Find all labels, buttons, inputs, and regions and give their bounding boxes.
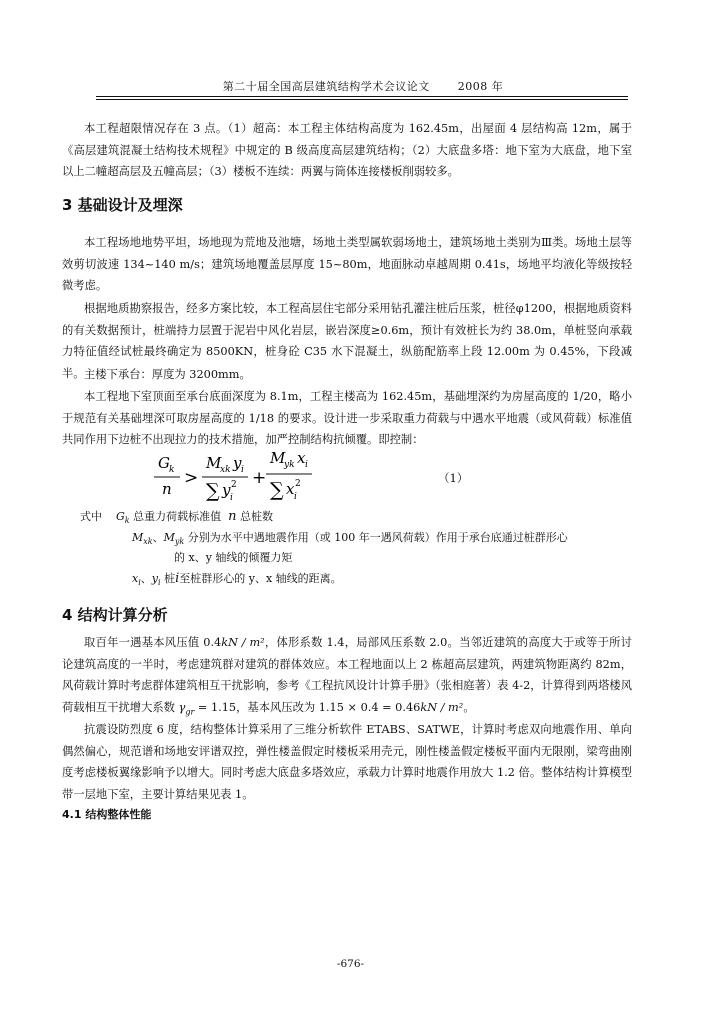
subsection-4-1-heading: 4.1 结构整体性能	[62, 808, 152, 821]
wind-text-d: 。	[463, 700, 475, 714]
section-4-paragraph-2: 抗震设防烈度 6 度，结构整体计算采用了三维分析软件 ETABS、SATWE，计算时考虑双向地震作用、单向偶然偏心，规范谱和场地安评谱双控，弹性楼盖假定时楼板采用壳元，刚性楼盖假定楼板平面内无限刚，梁弯曲刚度考虑楼板翼缘影响予以增大。同时考虑大底盘多塔效应，承载力计算时地震作用放大 1.2 倍。整体结构计算模型带一层地下室，主要计算结果见表 1。	[62, 723, 632, 801]
svg-text:y: y	[233, 454, 242, 472]
header-year: 2008 年	[457, 80, 504, 93]
moment-definition-cont: 的 x、y 轴线的倾覆力矩	[174, 551, 293, 564]
svg-text:y: y	[222, 481, 231, 499]
definition-moments: $M_{xk}$、$M_{yk}$ 分别为水平中遇地震作用（或 100 年一遇风荷载）作用于承台底通过桩群形心	[132, 531, 568, 547]
wind-text-a: 取百年一遇基本风压值 0.4	[84, 636, 222, 649]
header-rule	[96, 96, 628, 97]
svg-text:yk: yk	[284, 460, 295, 470]
section-4-paragraph-1: 取百年一遇基本风压值 0.4kN / m²，体形系数 1.4，局部风压系数 2.0。当邻近建筑的高度大于或等于所讨论建筑高度的一半时，考虑建筑群对建筑的群体效应。本工程地面以上 2 栋超高层建筑，两建筑物距离约 82m，风荷载计算时考虑群体建筑相互干扰影响，参考《工程抗风设计计算手册》（张相庭著）表 4-2，计算得到两塔楼风荷载相互干扰增大系数 $\gamma_{gr} = 1.15$，基本风压改为 1.15 × 0.4 = 0.46kN / m²。	[62, 636, 632, 716]
svg-text:2: 2	[231, 480, 237, 490]
wind-text-c: = 1.15，基本风压改为 1.15 × 0.4 = 0.46	[197, 700, 421, 714]
svg-text:M: M	[206, 454, 222, 472]
svg-text:i: i	[230, 493, 233, 503]
svg-text:x: x	[286, 480, 295, 498]
distance-definition: 桩	[164, 572, 176, 585]
unit-2: kN / m²	[420, 700, 464, 714]
gk-definition: 总重力荷载标准值	[133, 510, 222, 523]
intro-paragraph: 本工程超限情况存在 3 点。（1）超高：本工程主体结构高度为 162.45m，出屋面 4 层结构高 12m，属于《高层建筑混凝土结构技术规程》中规定的 B 级高度高层建筑结构；（2）大底盘多塔：地下室为大底盘，地下室以上二幢超高层及五幢高层；（3）楼板不连续：两翼与筒体连接楼板削弱较多。	[62, 122, 632, 178]
wind-text-b: ，体形系数 1.4，局部风压系数 2.0。当邻近建筑的高度大于或等于所讨论建筑高度的一半时，考虑建筑群对建筑的群体效应。本工程地面以上 2 栋超高层建筑，两建筑物距离约 82m，风荷载计算时考虑群体建筑相互干扰影响，参考《工程抗风设计计算手册》（张相庭著）表 4-2，计算得到两塔楼风荷载相互干扰增大系数	[62, 636, 632, 714]
definition-prefix: 式中	[80, 510, 102, 523]
unit: kN / m²	[221, 636, 265, 649]
svg-text:i: i	[294, 492, 297, 502]
running-header	[98, 78, 628, 96]
section-3-paragraph-1: 本工程场地地势平坦，场地现为荒地及池塘，场地土类型属软弱场地土，建筑场地土类别为Ⅲ类。场地土层等效剪切波速 134~140 m/s；建筑场地覆盖层厚度 15~80m，地面脉动卓越周期 0.41s，场地平均液化等级按轻微考虑。	[62, 236, 632, 292]
svg-text:x: x	[297, 449, 306, 467]
svg-text:2: 2	[295, 479, 301, 489]
svg-text:+: +	[252, 468, 267, 488]
section-4-heading: 4 结构计算分析	[62, 606, 168, 624]
svg-text:∑: ∑	[270, 479, 284, 501]
equation-number: （1）	[438, 471, 469, 485]
n-definition: 总桩数	[240, 510, 274, 523]
page-number: -676-	[336, 958, 365, 970]
svg-text:>: >	[184, 468, 199, 488]
section-3-paragraph-4: 本工程地下室顶面至承台底面深度为 8.1m，工程主楼高为 162.45m，基础埋深约为房屋高度的 1/20，略小于规范有关基础埋深可取房屋高度的 1/18 的要求。设计进一步采取重力荷载与中遇水平地震（或风荷载）标准值共同作用下边桩不出现拉力的技术措施，加严控制结构抗倾覆。即控制：	[62, 390, 632, 446]
section-3-paragraph-2: 根据地质勘察报告，经多方案比较，本工程高层住宅部分采用钻孔灌注桩后压浆，桩径φ1200，根据地质资料的有关数据预计，桩端持力层置于泥岩中风化岩层，嵌岩深度≥0.6m，预计有效桩长为约 38.0m，单桩竖向承载力特征值经试桩最终确定为 8500KN，桩身砼 C35 水下混凝土，纵筋配筋率上段 12.00m 为 0.45%，下段减半。	[62, 302, 632, 380]
definition-gk: 式中 $G_k$ 总重力荷载标准值 n 总桩数	[80, 509, 274, 526]
section-3-heading: 3 基础设计及埋深	[62, 196, 183, 214]
definition-distances: $x_i$、$y_i$ 桩i至桩群形心的 y、x 轴线的距离。	[132, 571, 342, 588]
definition-moments-cont	[174, 549, 292, 565]
svg-text:k: k	[169, 465, 175, 475]
overturning-formula	[150, 446, 480, 506]
distance-definition-cont: 至桩群形心的 y、x 轴线的距离。	[179, 572, 342, 585]
conference-title: 第二十届全国高层建筑结构学术会议论文	[222, 80, 430, 93]
header-rule-thin	[96, 99, 628, 100]
svg-text:i: i	[305, 460, 308, 470]
svg-text:G: G	[158, 454, 170, 472]
moment-definition: 分别为水平中遇地震作用（或 100 年一遇风荷载）作用于承台底通过桩群形心	[187, 531, 568, 544]
svg-text:M: M	[270, 449, 286, 467]
svg-text:n: n	[162, 480, 172, 498]
section-3-paragraph-3: 主楼下承台：厚度为 3200mm。	[84, 368, 251, 381]
svg-text:i: i	[241, 465, 244, 475]
svg-text:∑: ∑	[206, 480, 220, 502]
svg-text:xk: xk	[220, 465, 231, 475]
